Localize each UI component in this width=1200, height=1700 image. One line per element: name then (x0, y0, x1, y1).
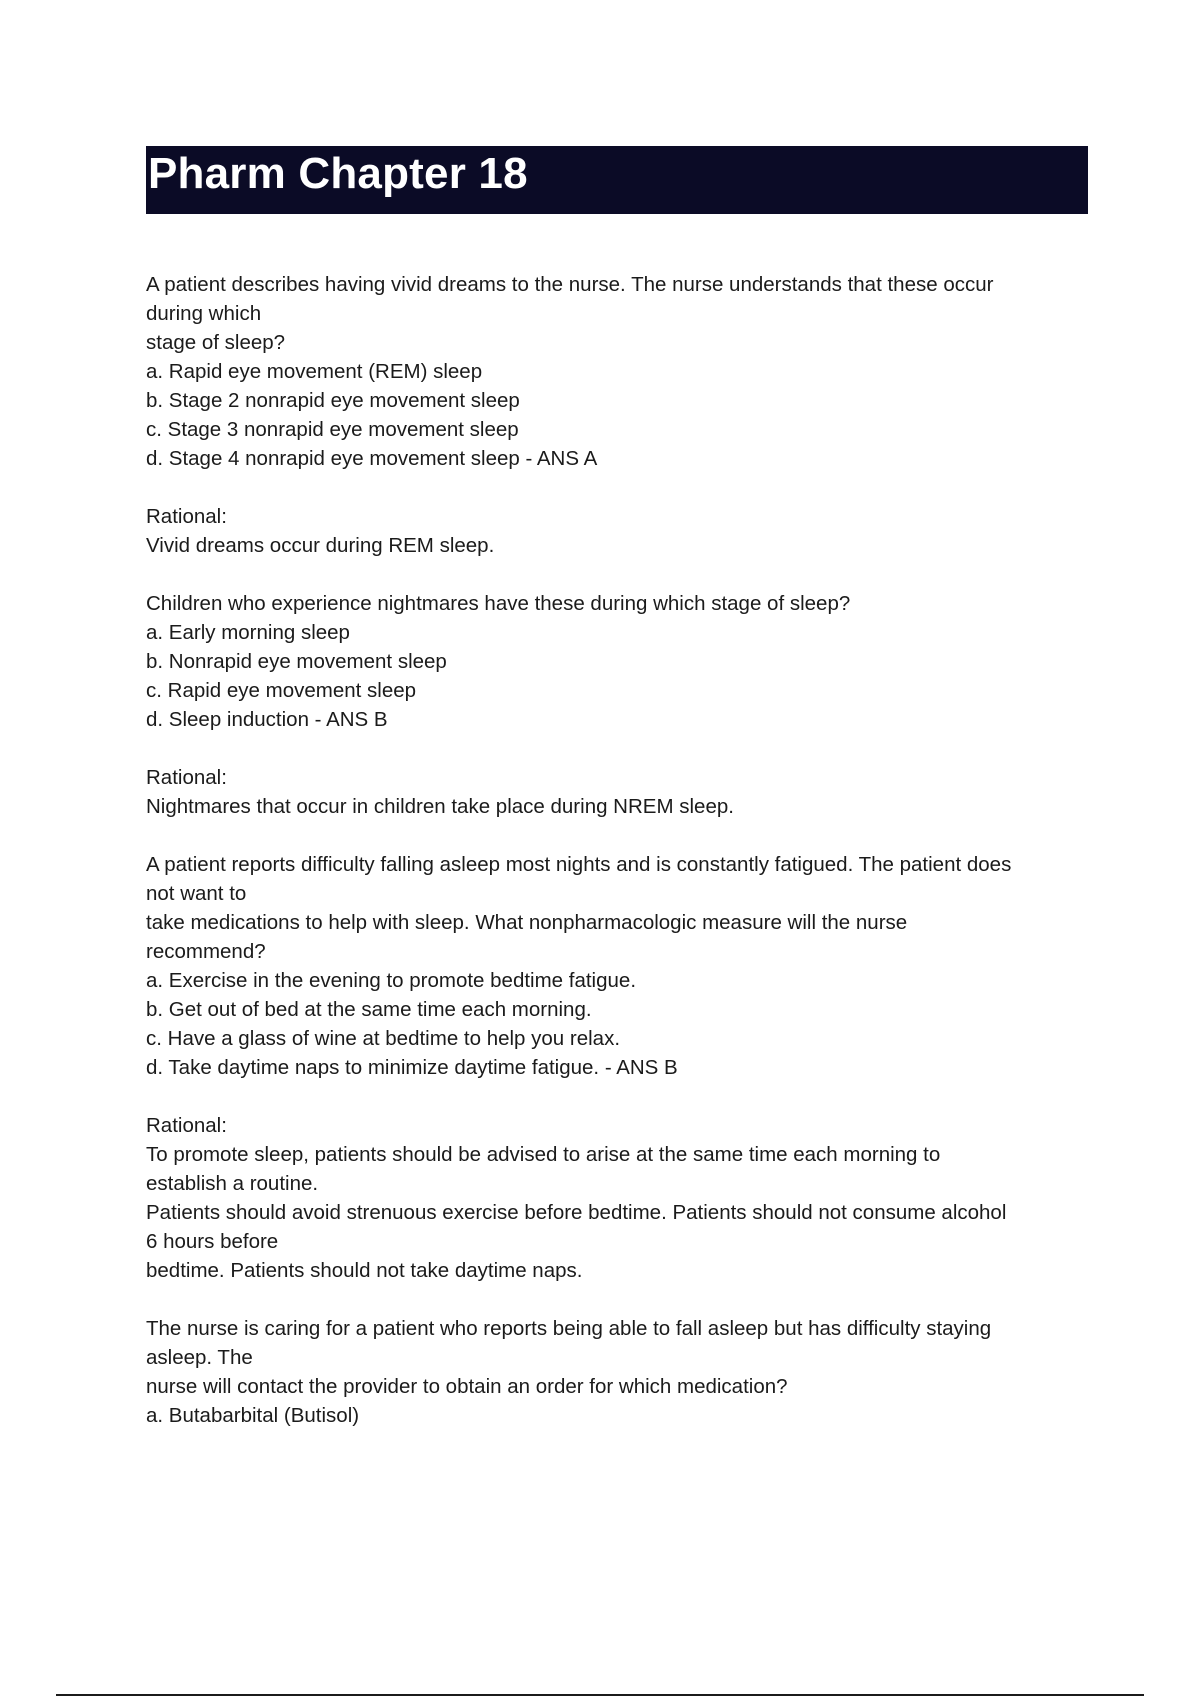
question-text: stage of sleep? (146, 331, 286, 354)
question-text: A patient describes having vivid dreams to the nurse. The nurse understands that these occur (146, 273, 994, 296)
page-title: Pharm Chapter 18 (148, 149, 528, 198)
rationale-1 (146, 502, 1088, 560)
answer-option: a. Early morning sleep (146, 621, 350, 644)
question-text: Children who experience nightmares have these during which stage of sleep? (146, 592, 851, 615)
rationale-2 (146, 763, 1088, 821)
answer-option: c. Stage 3 nonrapid eye movement sleep (146, 418, 519, 441)
rationale-text: Nightmares that occur in children take place during NREM sleep. (146, 795, 734, 818)
rationale-text: establish a routine. (146, 1172, 319, 1195)
question-text: A patient reports difficulty falling asleep most nights and is constantly fatigued. The patient does (146, 853, 1012, 876)
title-bar (146, 146, 1088, 214)
question-2 (146, 589, 1088, 734)
question-3 (146, 850, 1088, 1082)
rationale-3 (146, 1111, 1088, 1285)
answer-option: a. Exercise in the evening to promote bedtime fatigue. (146, 969, 637, 992)
rationale-text: Patients should avoid strenuous exercise before bedtime. Patients should not consume alcohol (146, 1201, 1007, 1224)
rationale-text: Vivid dreams occur during REM sleep. (146, 534, 495, 557)
rationale-text: 6 hours before (146, 1230, 279, 1253)
answer-option: a. Butabarbital (Butisol) (146, 1404, 360, 1427)
answer-option: b. Get out of bed at the same time each morning. (146, 998, 592, 1021)
question-text: not want to (146, 882, 247, 905)
answer-option: c. Have a glass of wine at bedtime to help you relax. (146, 1027, 621, 1050)
document-body (146, 270, 1088, 1459)
rationale-label: Rational: (146, 505, 227, 528)
rationale-label: Rational: (146, 766, 227, 789)
question-text: during which (146, 302, 262, 325)
page-bottom-divider (56, 1694, 1144, 1696)
rationale-text: bedtime. Patients should not take daytime naps. (146, 1259, 583, 1282)
question-text: asleep. The (146, 1346, 253, 1369)
answer-option: c. Rapid eye movement sleep (146, 679, 417, 702)
answer-option: d. Take daytime naps to minimize daytime fatigue. - ANS B (146, 1056, 678, 1079)
rationale-text: To promote sleep, patients should be advised to arise at the same time each morning to (146, 1143, 941, 1166)
question-1 (146, 270, 1088, 473)
answer-option: d. Sleep induction - ANS B (146, 708, 388, 731)
answer-option: a. Rapid eye movement (REM) sleep (146, 360, 483, 383)
rationale-label: Rational: (146, 1114, 227, 1137)
question-text: take medications to help with sleep. What nonpharmacologic measure will the nurse (146, 911, 908, 934)
question-text: recommend? (146, 940, 266, 963)
answer-option: b. Stage 2 nonrapid eye movement sleep (146, 389, 520, 412)
answer-option: d. Stage 4 nonrapid eye movement sleep - ANS A (146, 447, 598, 470)
question-text: The nurse is caring for a patient who reports being able to fall asleep but has difficulty staying (146, 1317, 992, 1340)
question-4 (146, 1314, 1088, 1430)
question-text: nurse will contact the provider to obtain an order for which medication? (146, 1375, 788, 1398)
answer-option: b. Nonrapid eye movement sleep (146, 650, 447, 673)
